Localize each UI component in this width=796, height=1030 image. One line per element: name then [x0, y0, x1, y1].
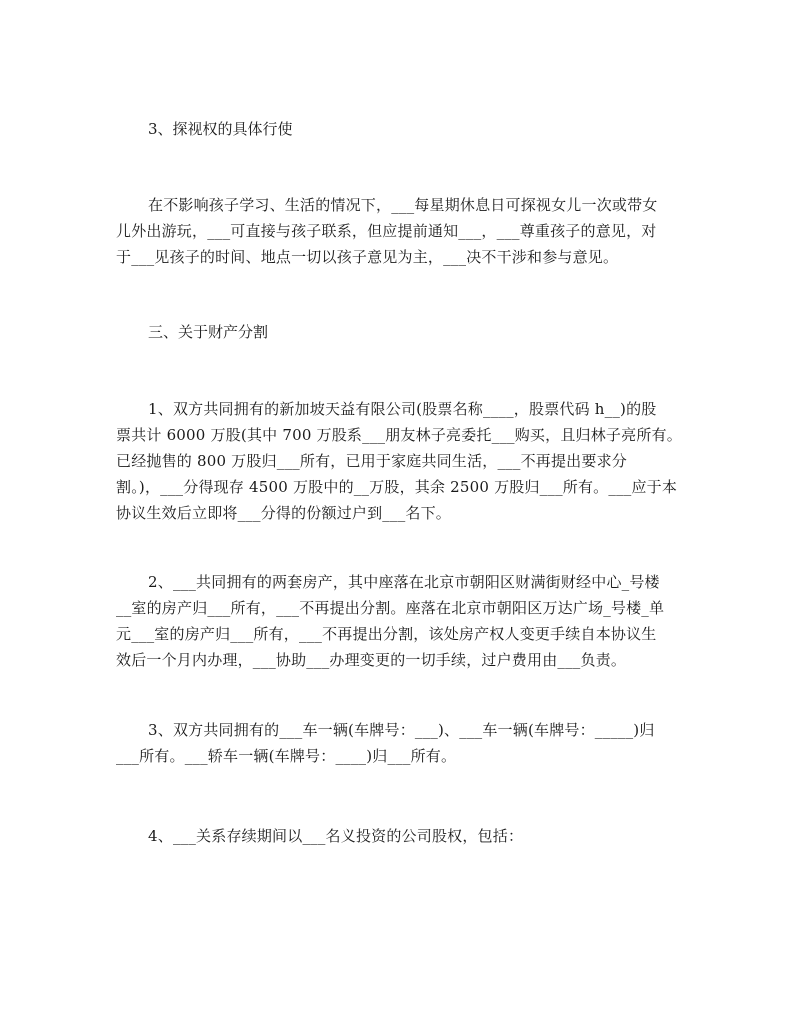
visitation-heading: 3、探视权的具体行使: [148, 120, 293, 138]
property-item-3: [116, 717, 686, 769]
paragraph-line: 3、双方共同拥有的___车一辆(车牌号：___)、___车一辆(车牌号：_____)归: [148, 721, 655, 739]
paragraph-line: ___所有。___轿车一辆(车牌号：____)归___所有。: [116, 747, 457, 765]
paragraph-line: 元___室的房产归___所有，___不再提出分割，该处房产权人变更手续自本协议生: [116, 625, 657, 643]
property-item-1: [116, 396, 686, 526]
paragraph-line: 效后一个月内办理，___协助___办理变更的一切手续，过户费用由___负责。: [116, 651, 627, 669]
paragraph-line: 2、___共同拥有的两套房产，其中座落在北京市朝阳区财满街财经中心_号楼: [148, 573, 660, 591]
visitation-paragraph: [116, 192, 686, 270]
property-item-4: [116, 823, 686, 849]
paragraph-line: 票共计 6000 万股(其中 700 万股系___朋友林子亮委托___购买，且归林子亮所有。: [116, 426, 682, 444]
paragraph-line: 1、双方共同拥有的新加坡天益有限公司(股票名称____，股票代码 h__)的股: [148, 400, 657, 418]
paragraph-line: 在不影响孩子学习、生活的情况下，___每星期休息日可探视女儿一次或带女: [148, 196, 658, 214]
paragraph-line: 于___见孩子的时间、地点一切以孩子意见为主，___决不干涉和参与意见。: [116, 248, 619, 266]
paragraph-line: __室的房产归___所有，___不再提出分割。座落在北京市朝阳区万达广场_号楼_单: [116, 599, 665, 617]
paragraph-line: 已经抛售的 800 万股归___所有，已用于家庭共同生活，___不再提出要求分: [116, 452, 627, 470]
property-heading: 三、关于财产分割: [148, 323, 269, 341]
paragraph-line: 割。)，___分得现存 4500 万股中的__万股，其余 2500 万股归___所有。___应于本: [116, 478, 678, 496]
paragraph-line: 儿外出游玩，___可直接与孩子联系，但应提前通知___，___尊重孩子的意见，对: [116, 222, 657, 240]
property-item-2: [116, 569, 686, 673]
paragraph-line: 协议生效后立即将___分得的份额过户到___名下。: [116, 504, 452, 522]
paragraph-line: 4、___关系存续期间以___名义投资的公司股权，包括：: [148, 827, 524, 845]
